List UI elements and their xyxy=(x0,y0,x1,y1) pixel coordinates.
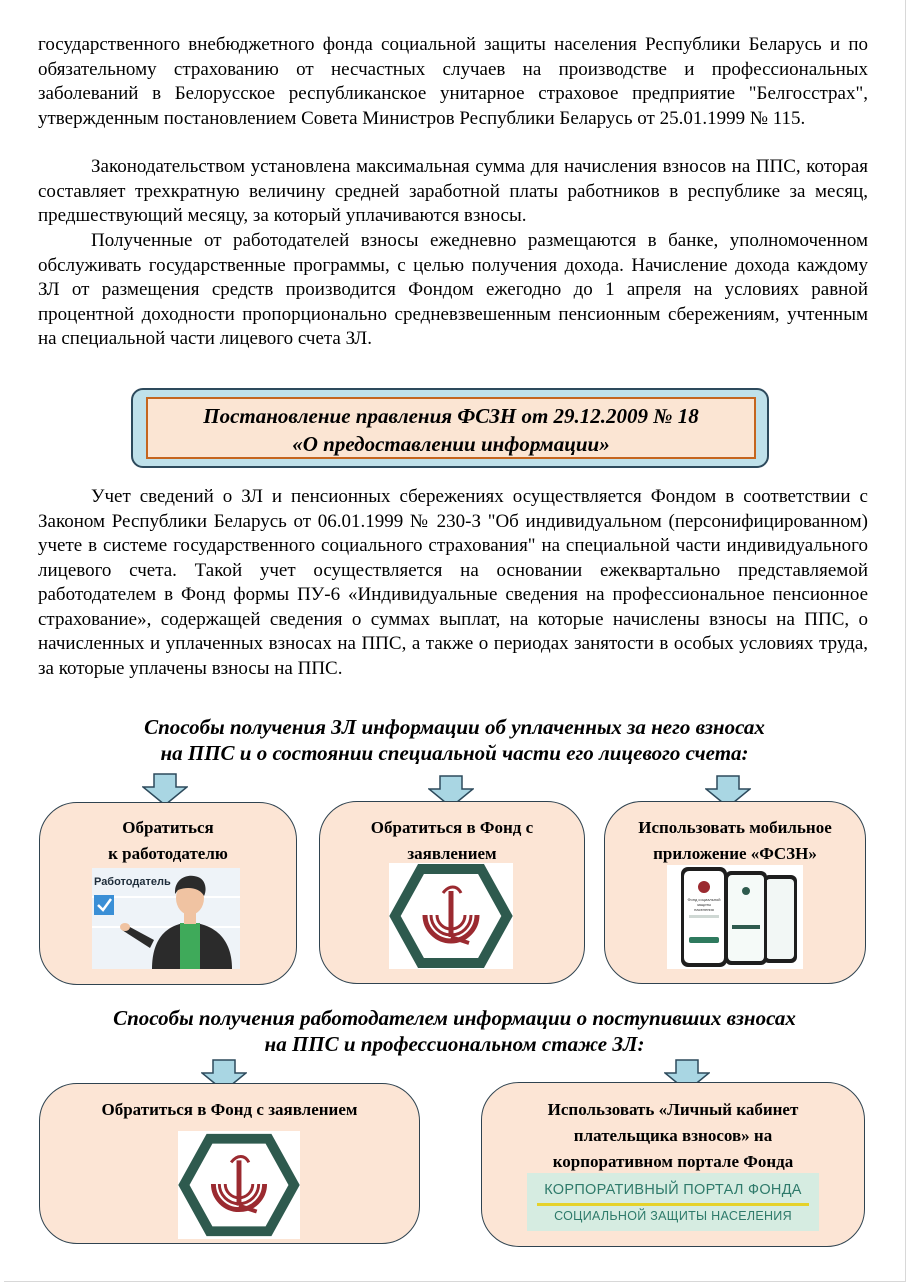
section-1-heading-line-2: на ППС и о состоянии специальной части его лицевого счета: xyxy=(160,741,749,765)
card-corporate-portal-line-3: корпоративном портале Фонда xyxy=(552,1152,794,1171)
card-employer-line-1: Обратиться xyxy=(122,818,214,837)
section-2-heading-line-2: на ППС и профессиональном стаже ЗЛ: xyxy=(264,1032,645,1056)
banner-line-1: Постановление правления ФСЗН от 29.12.2009 № 18 xyxy=(203,404,699,428)
portal-banner-divider xyxy=(537,1203,809,1206)
fund-logo-icon xyxy=(389,863,513,969)
card-fund-application-line-1: Обратиться в Фонд с xyxy=(370,818,534,837)
mobile-phone-icon xyxy=(667,865,803,969)
card-employer-line-2: к работодателю xyxy=(108,844,228,863)
card-fund-application-line-2: заявлением xyxy=(407,844,497,863)
banner-line-2: «О предоставлении информации» xyxy=(292,432,610,456)
card-employer-fund-application-label: Обратиться в Фонд с заявлением xyxy=(101,1100,358,1119)
card-fund-application-label xyxy=(319,815,585,867)
section-2-heading-line-1: Способы получения работодателем информации о поступивших взносах xyxy=(113,1006,796,1030)
paragraph-1: государственного внебюджетного фонда социальной защиты населения Республики Беларусь и по обязательному страхованию от несчастных случаев на производстве и профессиональных заболеваний в Белорусское республиканское унитарное страховое предприятие "Белгосстрах", утвержденным постановлением Совета Министров Республики Беларусь от 25.01.1999 № 115. xyxy=(38,34,868,129)
card-mobile-app-line-2: приложение «ФСЗН» xyxy=(653,844,817,863)
card-mobile-app-line-1: Использовать мобильное xyxy=(638,818,832,837)
checkmark-icon xyxy=(94,895,114,915)
section-1-heading-line-1: Способы получения ЗЛ информации об уплаченных за него взносах xyxy=(144,715,765,739)
resolution-banner-text xyxy=(146,397,756,459)
section-1-heading xyxy=(0,714,909,766)
portal-banner-line-2: СОЦИАЛЬНОЙ ЗАЩИТЫ НАСЕЛЕНИЯ xyxy=(554,1209,792,1223)
paragraph-2: Законодательством установлена максимальная сумма для начисления взносов на ППС, которая составляет трехкратную величину средней заработной платы работников в республике за месяц, предшествующий месяцу, за который уплачиваются взносы. xyxy=(38,156,868,226)
corporate-portal-banner xyxy=(527,1173,819,1231)
phone-screen-text: Фонд социальной защиты населения xyxy=(687,897,721,912)
paragraph-4: Учет сведений о ЗЛ и пенсионных сбережениях осуществляется Фондом в соответствии с Законом Республики Беларусь от 06.01.1999 № 230-З "Об индивидуальном (персонифицированном) учете в системе государственного социального страхования" на специальной части индивидуального лицевого счета. Такой учет осуществляется на основании ежеквартально представляемой работодателем в Фонд формы ПУ-6 «Индивидуальные сведения на профессиональное пенсионное страхование», содержащей сведения о суммах выплат, на которые начислены взносы на ППС, о начисленных и уплаченных взносах на ППС, а также о периодах занятости в особых условиях труда, за которые уплачены взносы на ППС. xyxy=(38,486,868,679)
card-corporate-portal-line-1: Использовать «Личный кабинет xyxy=(547,1100,799,1119)
portal-banner-line-1: КОРПОРАТИВНЫЙ ПОРТАЛ ФОНДА xyxy=(544,1182,802,1198)
fund-logo-icon xyxy=(178,1131,300,1239)
card-corporate-portal-label xyxy=(481,1097,865,1175)
card-corporate-portal-line-2: плательщика взносов» на xyxy=(573,1126,773,1145)
employer-illustration xyxy=(92,868,240,969)
card-employer-label xyxy=(39,815,297,867)
card-mobile-app-label xyxy=(604,815,866,867)
section-2-heading xyxy=(0,1005,909,1057)
paragraph-3: Полученные от работодателей взносы ежедневно размещаются в банке, уполномоченном обслуживать государственные программы, с целью получения дохода. Начисление дохода каждому ЗЛ от размещения средств производится Фондом ежегодно до 1 апреля на условиях равной процентной доходности пропорционально средневзвешенным пенсионным сбережениям, учтенным на специальной части лицевого счета ЗЛ. xyxy=(38,230,868,349)
employer-image-caption: Работодатель xyxy=(94,876,171,888)
